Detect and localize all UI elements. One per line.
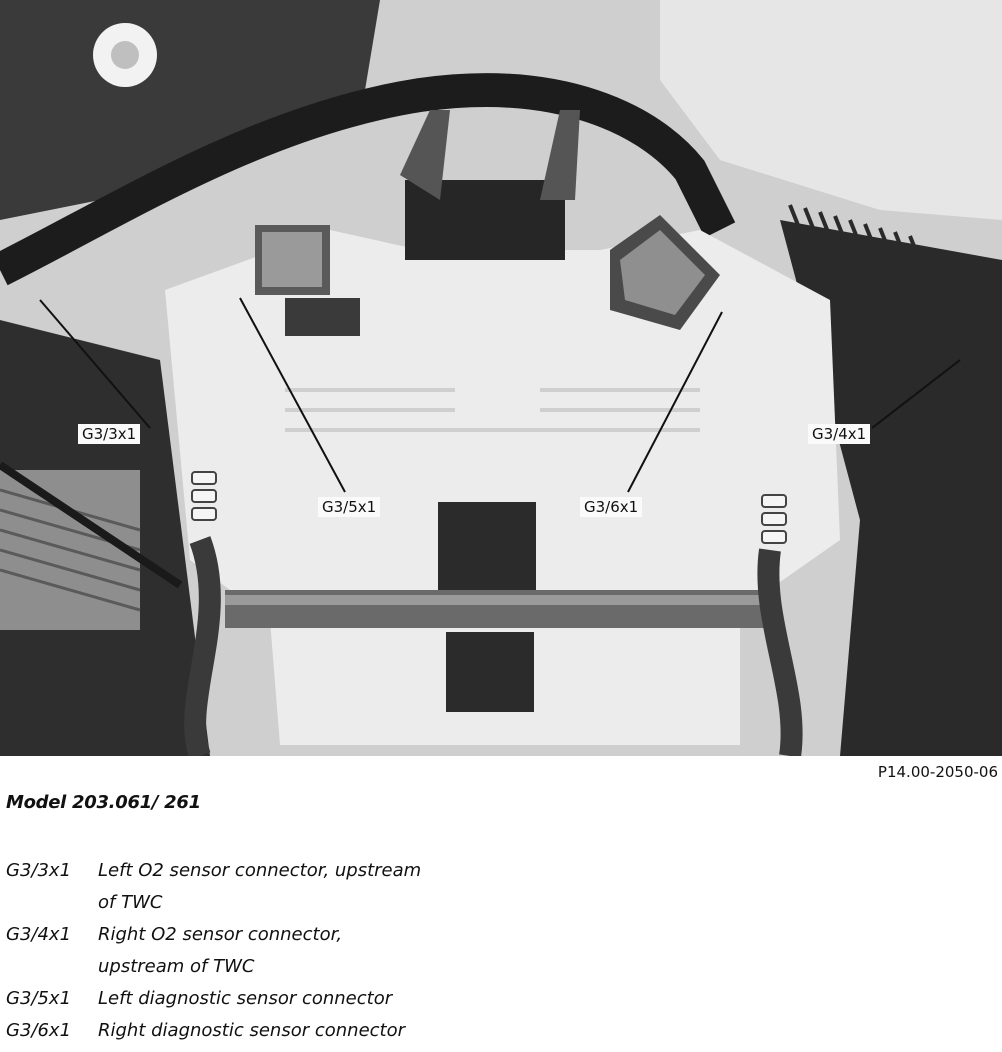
figure-code: P14.00-2050-06 — [877, 763, 998, 781]
legend-item — [6, 983, 506, 1015]
legend-description-line: Right diagnostic sensor connector — [98, 1020, 406, 1041]
model-title: Model 203.061/ 261 — [6, 792, 201, 813]
callout-g3-5x1: G3/5x1 — [318, 497, 380, 517]
callout-g3-4x1: G3/4x1 — [808, 424, 870, 444]
legend-item — [6, 1015, 506, 1047]
legend-description — [98, 919, 506, 983]
callout-g3-3x1: G3/3x1 — [78, 424, 140, 444]
legend-description-line: Left diagnostic sensor connector — [98, 988, 393, 1009]
legend-code: G3/3x1 — [6, 860, 72, 881]
legend-list — [6, 855, 506, 1047]
legend-code: G3/5x1 — [6, 988, 72, 1009]
legend-description-line: of TWC — [98, 892, 163, 913]
legend-item — [6, 855, 506, 919]
legend-description-line: upstream of TWC — [98, 956, 255, 977]
legend-description — [98, 1015, 506, 1047]
legend-description-line: Left O2 sensor connector, upstream — [98, 860, 422, 881]
legend-code: G3/4x1 — [6, 924, 72, 945]
legend-description — [98, 855, 506, 919]
legend-code: G3/6x1 — [6, 1020, 72, 1041]
legend-item — [6, 919, 506, 983]
legend-description-line: Right O2 sensor connector, — [98, 924, 343, 945]
callout-g3-6x1: G3/6x1 — [580, 497, 642, 517]
legend-description — [98, 983, 506, 1015]
